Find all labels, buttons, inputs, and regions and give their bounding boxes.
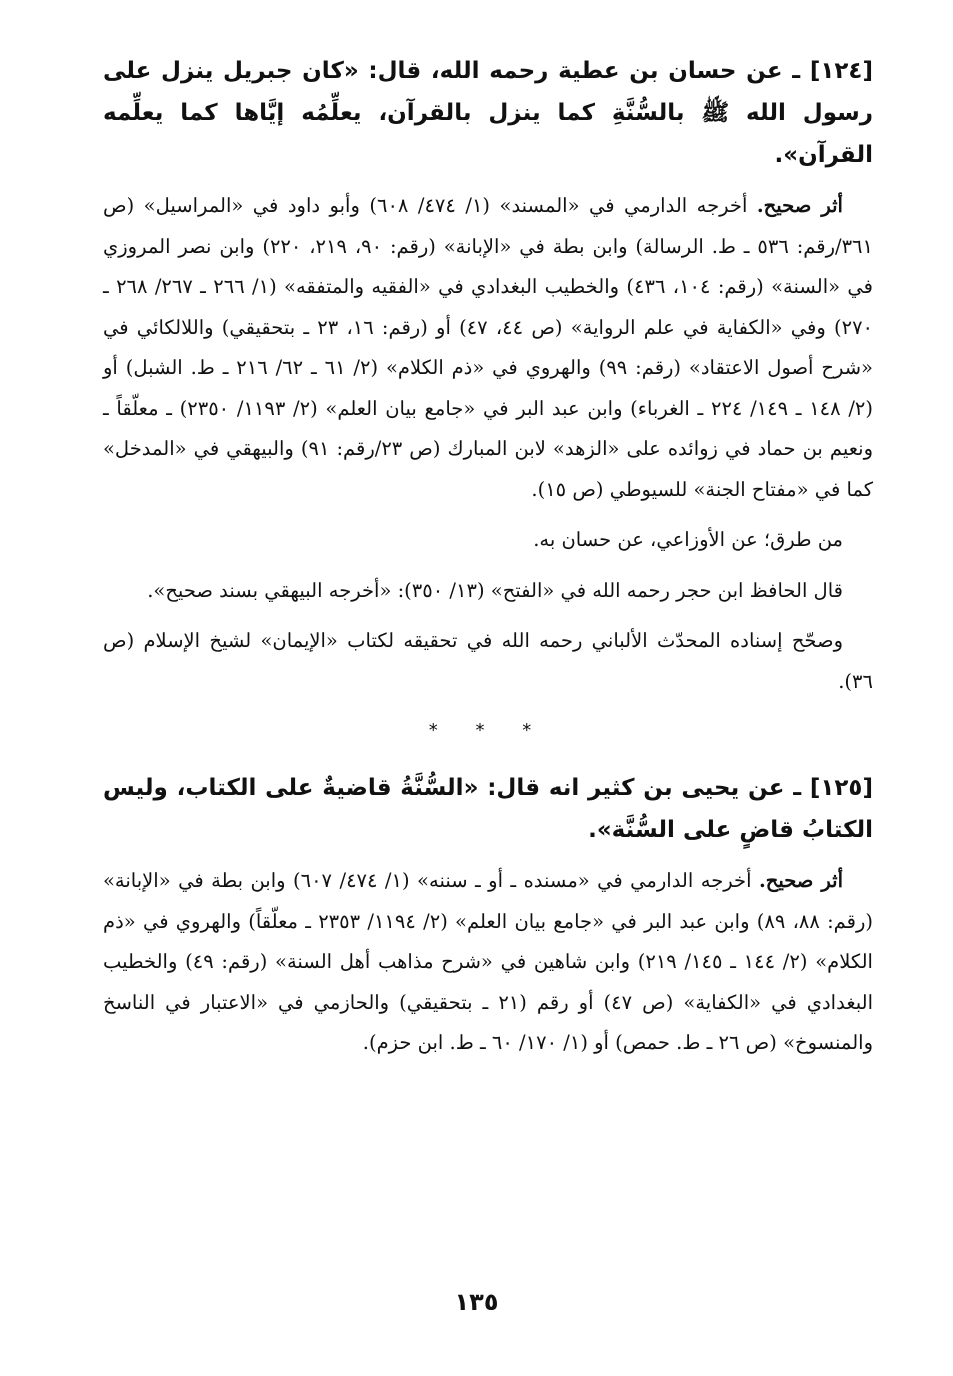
hadith-125 [103,767,873,851]
hadith-text: عن حسان بن عطية رحمه الله، قال: «كان جبريل ينزل على رسول الله ﷺ بالسُّنَّةِ كما ينزل بالقرآن، يعلِّمُه إيَّاها كما يعلِّمه القرآن». [103,58,873,168]
hadith-number: [١٢٤] ـ [782,58,873,84]
hadith-number: [١٢٥] ـ [784,775,873,801]
paths-note: من طرق؛ عن الأوزاعي، عن حسان به. [533,528,843,551]
hadith-text: عن يحيى بن كثير انه قال: «السُّنَّةُ قاضيةٌ على الكتاب، وليس الكتابُ قاضٍ على السُّنَّة». [103,775,873,843]
grade-label: أثر صحيح. [756,194,843,217]
albani-note: وصحّح إسناده المحدّث الألباني رحمه الله في تحقيقه لكتاب «الإيمان» لشيخ الإسلام (ص ٣٦). [103,629,873,693]
section-separator: * * * [428,720,548,741]
hadith-124 [103,50,873,176]
takhrij-text: أخرجه الدارمي في «المسند» (١/ ٤٧٤/ ٦٠٨) وأبو داود في «المراسيل» (ص ٣٦١/رقم: ٥٣٦ ـ ط. الرسالة) وابن بطة في «الإبانة» (رقم: ٩٠، ٢١٩، ٢٢٠) وابن نصر المروزي في «السنة» (رقم: ١٠٤، ٤٣٦) والخطيب البغدادي في «الفقيه والمتفقه» (١/ ٢٦٦ ـ ٢٦٧/ ٢٦٨ ـ ٢٧٠) وفي «الكفاية في علم الرواية» (ص ٤٤، ٤٧) أو (رقم: ١٦، ٢٣ ـ بتحقيقي) واللالكائي في «شرح أصول الاعتقاد» (رقم: ٩٩) والهروي في «ذم الكلام» (٢/ ٦١ ـ ٦٢/ ٢١٦ ـ ط. الشبل) أو (٢/ ١٤٨ ـ ١٤٩/ ٢٢٤ ـ الغرباء) وابن عبد البر في «جامع بيان العلم» (٢/ ١١٩٣/ ٢٣٥٠) ـ معلّقاً ـ ونعيم بن حماد في زوائده على «الزهد» لابن المبارك (ص ٢٣/رقم: ٩١) والبيهقي في «المدخل» كما في «مفتاح الجنة» للسيوطي (ص ١٥). [103,194,874,501]
takhrij-125 [103,861,873,1064]
takhrij-124 [103,186,873,510]
hafiz-quote: قال الحافظ ابن حجر رحمه الله في «الفتح» (١٣/ ٣٥٠): «أخرجه البيهقي بسند صحيح». [147,578,843,602]
grade-label: أثر صحيح. [758,869,843,892]
page-number: ١٣٥ [454,1288,499,1316]
page-body [103,50,873,1074]
takhrij-text: أخرجه الدارمي في «مسنده ـ أو ـ سننه» (١/ ٤٧٤/ ٦٠٧) وابن بطة في «الإبانة» (رقم: ٨٨، ٨٩) وابن عبد البر في «جامع بيان العلم» (٢/ ١١٩٤/ ٢٣٥٣ ـ معلّقاً) والهروي في «ذم الكلام» (٢/ ١٤٤ ـ ١٤٥/ ٢١٩) وابن شاهين في «شرح مذاهب أهل السنة» (رقم: ٤٩) والخطيب البغدادي في «الكفاية» (ص ٤٧) أو رقم (٢١ ـ بتحقيقي) والحازمي في «الاعتبار في الناسخ والمنسوخ» (ص ٢٦ ـ ط. حمص) أو (١/ ١٧٠/ ٦٠ ـ ط. ابن حزم). [103,869,873,1054]
